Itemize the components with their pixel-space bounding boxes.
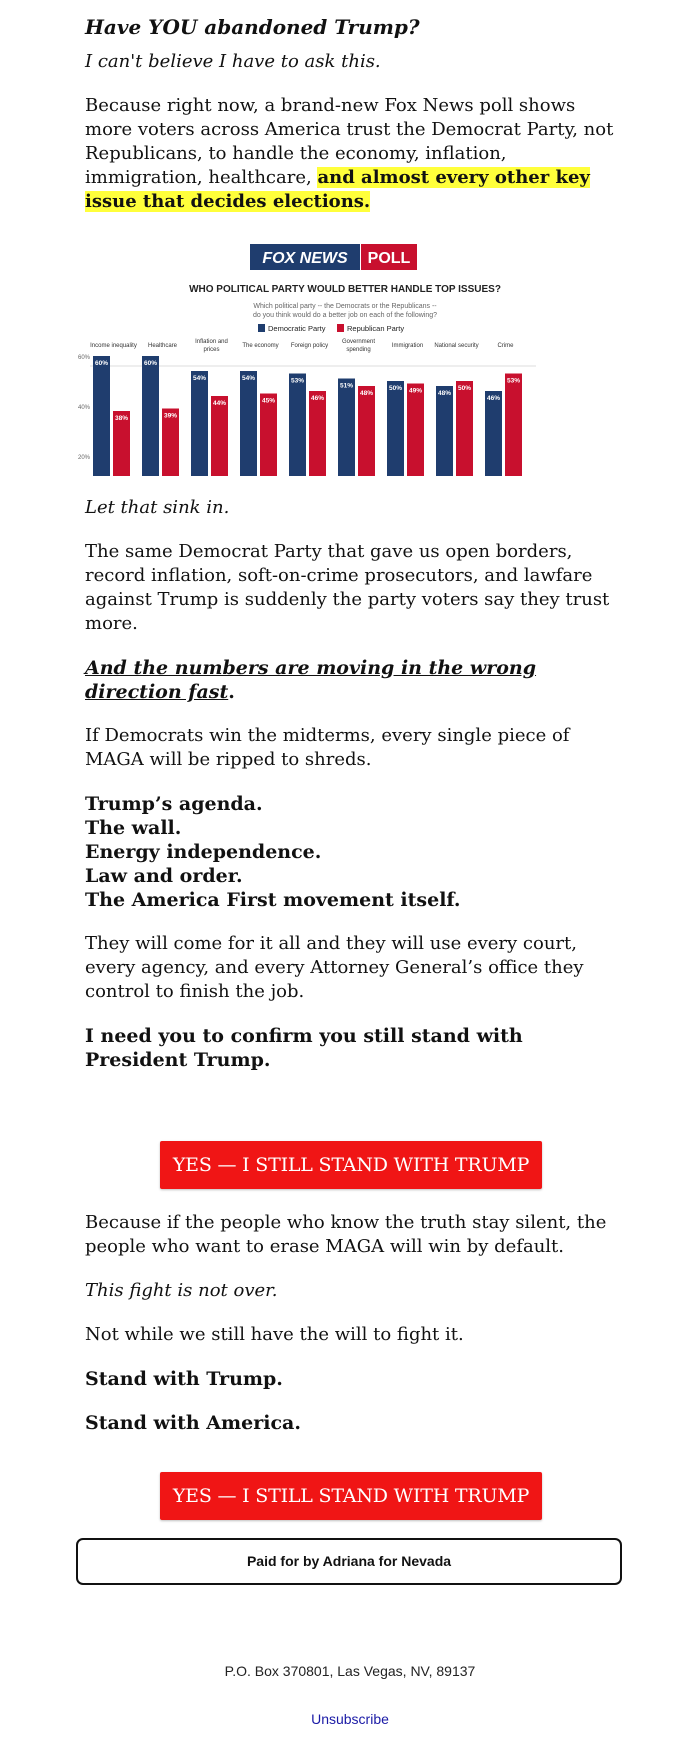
agenda-item: The America First movement itself. [85,889,461,911]
sink-in-line: Let that sink in. [85,497,230,518]
value-label-democratic: 54% [192,375,207,382]
category-label: Government [341,339,376,345]
bar-democratic [338,379,355,477]
value-label-democratic: 53% [290,377,305,385]
confirm-line: I need you to confirm you still stand with President Trump. [85,1025,523,1071]
legend-democratic: Democratic Party [268,324,326,333]
y-tick-label: 20% [78,455,91,461]
numbers-line [85,656,625,704]
bar-republican [260,394,277,477]
poll-paragraph [85,94,625,214]
bar-democratic [387,381,404,476]
legend-republican: Republican Party [347,324,405,333]
agenda-item: The wall. [85,817,182,839]
legend-swatch-democratic [258,324,265,332]
category-label: Healthcare [147,343,178,349]
stand-america-line: Stand with America. [85,1412,301,1434]
bar-republican [309,391,326,476]
logo-left-text: FOX NEWS [262,250,348,267]
chart-subtitle-2: do you think would do a better job on each of the following? [252,312,438,319]
agenda-item: Law and order. [85,865,243,887]
fox-news-poll-logo [250,244,417,270]
bar-republican [407,384,424,477]
agenda-list [85,792,625,912]
value-label-democratic: 54% [241,375,256,382]
category-label: Crime [497,343,514,349]
category-label: National security [434,343,479,349]
bar-republican [358,386,375,476]
value-label-democratic: 46% [486,395,501,402]
category-label: Income inequality [90,343,137,349]
intro-line: I can't believe I have to ask this. [85,51,381,72]
chart-subtitle-1: Which political party -- the Democrats or the Republicans -- [253,303,437,310]
bar-republican [456,381,473,476]
y-tick-label: 60% [78,355,91,361]
bar-democratic [93,356,110,476]
bar-democratic [142,356,159,476]
value-label-republican: 49% [408,387,423,395]
value-label-democratic: 50% [388,385,403,392]
silent-paragraph: Because if the people who know the truth stay silent, the people who want to erase MAGA will win by default. [85,1212,607,1257]
stand-with-trump-button-2[interactable]: YES — I STILL STAND WITH TRUMP [160,1472,542,1520]
stand-with-trump-button[interactable]: YES — I STILL STAND WITH TRUMP [160,1141,542,1189]
legend-swatch-republican [337,324,344,332]
value-label-republican: 46% [310,395,325,402]
logo-right-text: POLL [367,250,411,267]
highlighted-text: and almost every other key issue that decides elections. [85,167,590,212]
category-label: Foreign policy [290,343,329,349]
paid-for-disclaimer: Paid for by Adriana for Nevada [76,1538,622,1585]
value-label-republican: 45% [261,397,276,405]
category-label: The economy [242,343,279,349]
numbers-underlined: And the numbers are moving in the wrong direction fast [85,657,537,703]
value-label-democratic: 60% [143,360,158,367]
category-label: prices [203,347,220,353]
email-body-closing [85,1211,625,1455]
y-axis [78,355,91,461]
email-body-continued [85,496,625,1092]
chart-legend [258,324,404,333]
value-label-democratic: 48% [437,390,452,397]
bar-republican [211,396,228,476]
value-label-democratic: 60% [94,360,109,367]
bar-democratic [289,374,306,477]
category-labels [90,339,514,353]
email-body [85,14,625,234]
bar-democratic [485,391,502,476]
fight-line: This fight is not over. [85,1280,278,1301]
value-label-republican: 48% [359,390,374,397]
category-label: Inflation and [195,339,228,345]
bar-democratic [436,386,453,476]
come-for-it-paragraph: They will come for it all and they will use every court, every agency, and every Attorney General’s office they control to finish the job. [85,933,584,1002]
category-label: spending [346,347,371,353]
bar-democratic [191,371,208,476]
midterms-paragraph: If Democrats win the midterms, every single piece of MAGA will be ripped to shreds. [85,725,570,770]
email-heading: Have YOU abandoned Trump? [85,15,420,39]
democrat-paragraph: The same Democrat Party that gave us open borders, record inflation, soft-on-crime prosecutors, and lawfare against Trump is suddenly the party voters say they trust more. [85,541,610,634]
value-label-republican: 38% [114,415,129,422]
bars [93,356,522,476]
agenda-item: Trump’s agenda. [85,793,263,815]
stand-trump-line: Stand with Trump. [85,1368,283,1390]
value-label-republican: 53% [506,377,521,385]
poll-paragraph-text: Because right now, a brand-new Fox News poll shows more voters across America trust the Democrat Party, not Republicans, to handle the economy, inflation, immigration, healthcare, [85,95,614,188]
category-label: Immigration [391,343,424,349]
poll-chart [78,236,600,536]
value-label-republican: 39% [163,412,178,420]
y-tick-label: 40% [78,405,91,411]
value-label-republican: 44% [212,400,227,407]
mailing-address: P.O. Box 370801, Las Vegas, NV, 89137 [224,1663,476,1679]
numbers-period: . [228,681,235,703]
unsubscribe-link[interactable]: Unsubscribe [311,1711,389,1727]
unsubscribe-row [0,1711,700,1727]
bar-democratic [240,371,257,476]
agenda-item: Energy independence. [85,841,322,863]
bar-republican [505,374,522,477]
chart-title: WHO POLITICAL PARTY WOULD BETTER HANDLE TOP ISSUES? [189,284,501,295]
value-label-democratic: 51% [339,382,354,390]
will-line: Not while we still have the will to fight it. [85,1324,464,1345]
value-label-republican: 50% [457,385,472,392]
